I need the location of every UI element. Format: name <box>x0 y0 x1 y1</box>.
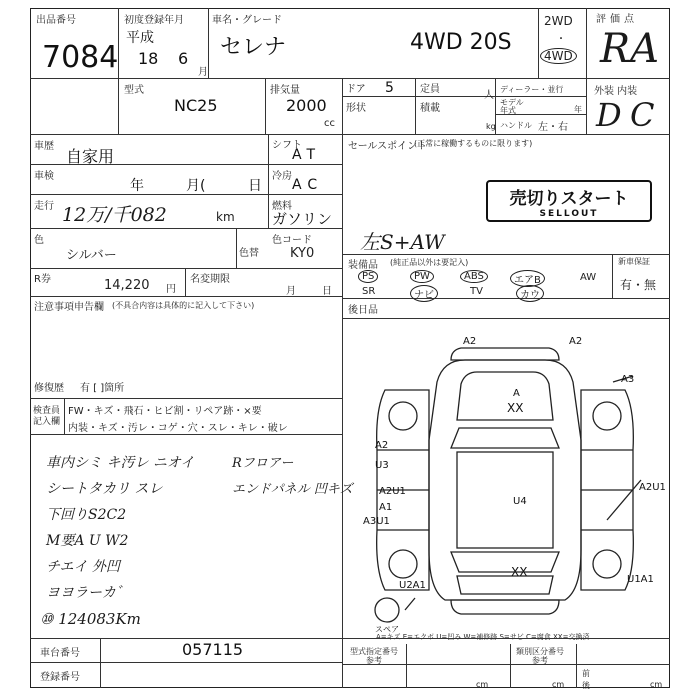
note-4: エンドパネル 凹キズ <box>232 482 353 497</box>
stamp-sub: SELLOUT <box>539 209 599 219</box>
first-reg-label: 初度登録年月 <box>124 15 184 26</box>
mark-right-a2u1: A2U1 <box>639 482 666 493</box>
legend-row1: FW・キズ・飛石・ヒビ割・リペア跡・×要 <box>68 406 262 417</box>
capacity-label: 定員 <box>420 84 440 95</box>
mark-front-right: A2 <box>569 336 583 347</box>
wheel-fr <box>593 402 621 430</box>
windshield-outline <box>451 428 559 448</box>
rating-label: 評価点 <box>596 14 638 25</box>
wheel-fl <box>389 402 417 430</box>
form-label: 形状 <box>346 103 366 114</box>
expiry-month: 月 <box>286 286 296 297</box>
grade: 4WD 20S <box>410 30 512 55</box>
mark-left-u3: U3 <box>375 460 389 471</box>
note-7: チエイ 外凹 <box>46 559 120 575</box>
model-year-unit: 年 <box>574 105 582 114</box>
equip-navi: ナビ <box>410 285 438 302</box>
stamp-main: 売切りスタート <box>509 189 629 209</box>
note-6: M要A U W2 <box>46 533 129 549</box>
fuel-value: ガソリン <box>272 210 333 228</box>
inspection-day: 日 <box>248 178 262 194</box>
notes-label: 注意事項申告欄 <box>34 302 104 313</box>
selling-points-label: セールスポイント <box>348 141 428 152</box>
reg-month: 6 <box>178 49 189 68</box>
ext-grade: D <box>596 96 622 134</box>
shift-value: AT <box>292 147 322 163</box>
wheel-rl <box>389 550 417 578</box>
rating-value: RA <box>600 26 660 72</box>
roof-outline <box>457 452 553 548</box>
mark-front-left: A2 <box>463 336 477 347</box>
notes-hint: (不具合内容は具体的に記入して下さい) <box>112 301 255 310</box>
history-label: 車歴 <box>34 141 54 152</box>
diagram-legend: A=キズ E=エクボ U=凹み W=補修跡 S=サビ C=腐食 XX=交換済 <box>376 633 590 641</box>
capacity-unit: 人 <box>484 90 494 101</box>
load-label: 積載 <box>420 103 440 114</box>
color-change-label: 色替 <box>239 248 259 259</box>
reg-year: 18 <box>138 49 159 68</box>
era: 平成 <box>126 30 154 46</box>
mark-hood-a: A <box>513 388 520 399</box>
mark-roof-u4: U4 <box>513 496 527 507</box>
int-grade: C <box>630 96 655 134</box>
reg-label: 登録番号 <box>40 672 80 683</box>
spare-tire <box>375 598 399 622</box>
equip-airbag: エアB <box>510 270 545 287</box>
equipment-label: 装備品 <box>348 260 378 271</box>
doors-label: ドア <box>346 84 366 95</box>
damage-diagram <box>345 320 667 642</box>
selling-handwritten: 左S+AW <box>360 230 445 254</box>
note-8: ヨヨラーカ゛ <box>46 585 130 601</box>
lot-number: 7084 <box>42 40 119 75</box>
ac-label: 冷房 <box>272 171 292 182</box>
note-9: ⑩ 124083Km <box>40 610 141 628</box>
equip-ps: PS <box>358 270 378 283</box>
front-bumper-outline <box>451 348 559 360</box>
doors-value: 5 <box>385 80 394 96</box>
color-code-label: 色コード <box>272 235 312 246</box>
disp-label: 排気量 <box>270 85 300 96</box>
history-value: 自家用 <box>66 147 115 166</box>
equip-pw: PW <box>410 270 434 283</box>
model-value: NC25 <box>174 96 218 115</box>
mark-hood-xx: XX <box>507 401 524 415</box>
dealer-label: ディーラー・並行 <box>500 85 564 94</box>
rear-glass-outline <box>451 552 559 572</box>
equip-sr: SR <box>362 286 376 297</box>
repair-value: 有 [ ]箇所 <box>80 383 125 394</box>
mileage-label: 走行 <box>34 201 54 212</box>
color-value: シルバー <box>66 248 117 263</box>
ref-2: 参考 <box>532 656 548 665</box>
mileage-value: 12万/千082 <box>62 204 167 226</box>
chassis-number: 057115 <box>182 640 244 659</box>
lot-label: 出品番号 <box>36 15 76 26</box>
cm-1: cm <box>476 680 489 689</box>
inspection-year: 年 <box>130 178 144 194</box>
spare-label: スペア <box>375 625 399 634</box>
expiry-label: 名変期限 <box>190 274 230 285</box>
recycle-label: R券 <box>34 274 51 285</box>
drive-dot: ・ <box>556 34 566 45</box>
model-year-label: モデル年式 <box>500 98 524 115</box>
shift-label: シフト <box>272 140 302 151</box>
legend-row2: 内装・キズ・汚レ・コゲ・穴・スレ・キレ・破レ <box>68 423 288 434</box>
mark-right-front: A3 <box>621 374 635 385</box>
note-3: シートタカリ スレ <box>46 481 163 497</box>
note-5: 下回りS2C2 <box>46 507 127 523</box>
fuel-label: 燃料 <box>272 201 292 212</box>
color-code-value: KY0 <box>290 246 315 261</box>
drive-4wd-circled: 4WD <box>540 48 577 64</box>
inspection-month: 月( <box>186 178 206 194</box>
expiry-day: 日 <box>322 286 332 297</box>
mileage-unit: km <box>216 210 235 224</box>
repair-label: 修復歴 <box>34 383 64 394</box>
recycle-value: 14,220 <box>104 278 150 293</box>
warranty-label: 新車保証 <box>618 257 650 266</box>
mark-rear-xx: XX <box>511 565 528 579</box>
month-unit: 月 <box>198 67 208 78</box>
selling-points-hint: (正常に稼働するものに限ります) <box>414 139 533 148</box>
rear-label: 後 <box>582 681 590 690</box>
disp-value: 2000 <box>286 96 327 115</box>
ref-1: 参考 <box>366 656 382 665</box>
rear-hatch-outline <box>457 576 553 594</box>
rear-bumper-outline <box>451 600 559 614</box>
inspector-legend-label: 検査員記入欄 <box>33 406 61 427</box>
verify-label-1: 型式指定番号 <box>350 647 398 656</box>
color-label: 色 <box>34 235 44 246</box>
car-name: セレナ <box>220 35 287 60</box>
wheel-rr <box>593 550 621 578</box>
equip-aw: AW <box>580 272 597 283</box>
cm-2: cm <box>552 680 565 689</box>
hood-outline <box>457 372 553 420</box>
handle-label: ハンドル <box>500 121 532 130</box>
cm-3: cm <box>650 680 663 689</box>
disp-unit: cc <box>324 118 335 129</box>
note-1: 車内シミ キ汚レ ニオイ <box>46 455 195 471</box>
car-name-label: 車名・グレード <box>212 15 282 26</box>
sellout-stamp <box>486 180 652 222</box>
chassis-label: 車台番号 <box>40 648 80 659</box>
body-outline <box>429 360 581 600</box>
recycle-unit: 円 <box>166 284 176 295</box>
equip-tv: TV <box>470 286 483 297</box>
equip-abs: ABS <box>460 270 488 283</box>
load-unit: kg <box>486 122 496 131</box>
inspection-label: 車検 <box>34 171 54 182</box>
mark-left-a2: A2 <box>375 440 389 451</box>
verify-label-2: 類別区分番号 <box>516 647 564 656</box>
warranty-options: 有・無 <box>620 278 657 292</box>
model-label: 型式 <box>124 85 144 96</box>
mark-left-a2u1: A2U1 <box>379 486 406 497</box>
front-label: 前 <box>582 669 590 678</box>
mark-left-a3u1: A3U1 <box>363 516 390 527</box>
ac-value: AC <box>292 177 324 193</box>
equip-cow: カウ <box>516 285 544 302</box>
note-2: Rフロアー <box>232 456 294 471</box>
aftermarket-label: 後日品 <box>348 305 378 316</box>
mark-left-rear: U2A1 <box>399 580 426 591</box>
ext-int-label: 外装 内装 <box>594 86 638 97</box>
equipment-hint: (純正品以外は要記入) <box>390 258 469 267</box>
drive-2wd: 2WD <box>544 14 573 28</box>
handle-value: 左・右 <box>538 122 568 133</box>
mark-right-rear: U1A1 <box>627 574 654 585</box>
mark-left-a1: A1 <box>379 502 393 513</box>
